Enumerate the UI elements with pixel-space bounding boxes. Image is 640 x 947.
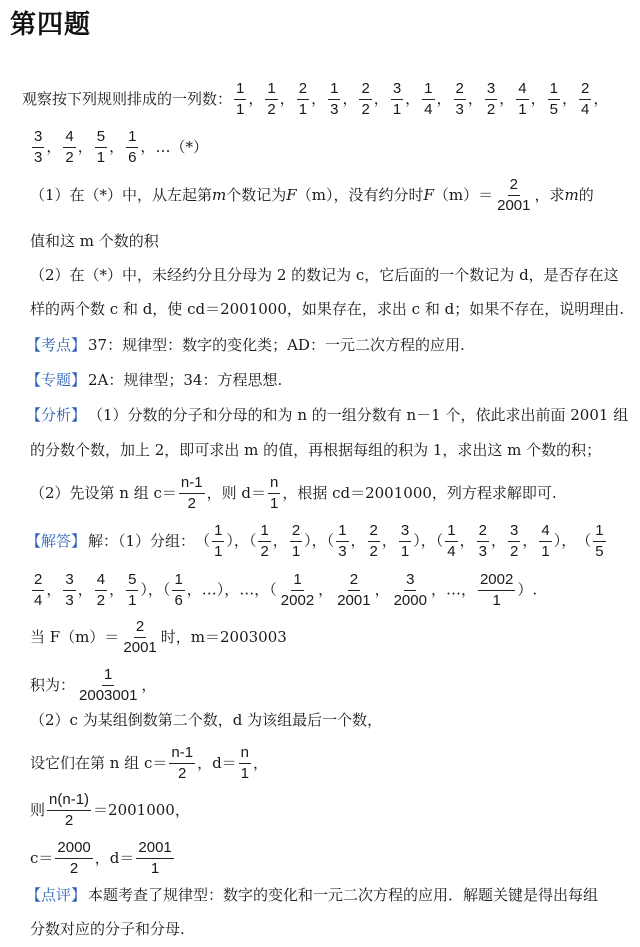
q1-text-c: （m），没有约分时 <box>296 185 424 204</box>
question-2-line-2: 样的两个数 c 和 d，使 cd＝2001000，如果存在，求出 c 和 d；如果不存在，说明理由. <box>30 299 624 318</box>
p2-set-b: ，d＝ <box>197 753 237 772</box>
zhuanti-line <box>26 365 282 395</box>
sequence-fraction: $\frac{1}{5}$ <box>549 79 558 118</box>
q1-text-d: （m）＝ <box>433 185 494 204</box>
jieda-line-2 <box>30 570 538 609</box>
p2-ze-fraction: $\frac{n(n-1)}{2}$ <box>49 790 90 829</box>
p2-c-fraction: $\frac{2000}{2}$ <box>57 838 91 877</box>
fenxi-tag: 【分析】 <box>26 405 87 424</box>
sequence-fraction: $\frac{2}{1}$ <box>298 79 308 118</box>
dang-a: 当 F（m）＝ <box>30 627 120 646</box>
sequence-row-1: $\frac{1}{1}$ ， $\frac{1}{2}$ ， $\frac{2}{1}$ ， $\frac{1}{3}$ ， $\frac{2}{2}$ ， $\frac{3}{1}$ ， $\frac{1}{4}$ ， $\frac{2}{3}$ ， $\frac{3}{2}$ ， $\frac{4}{1}$ ， $\frac{1}{5}$ ， $\frac{2}{4}$ ， <box>236 79 609 118</box>
sequence-fraction: $\frac{5}{1}$ <box>96 127 106 166</box>
group-5-first-frac: $\frac{1}{5}$ <box>595 521 604 560</box>
fenxi-l3-b: ，则 d＝ <box>206 483 266 502</box>
group-fraction: $\frac{3}{1}$ <box>400 521 410 560</box>
p2-c-b: ，d＝ <box>94 848 135 867</box>
sequence-fraction: $\frac{3}{1}$ <box>392 79 402 118</box>
q1-var-m-2: m <box>564 185 579 204</box>
q1-var-m: m <box>212 185 227 204</box>
fenxi-frac-c: $\frac{n-1}{2}$ <box>180 473 203 512</box>
p2-ze-b: ＝2001000， <box>93 800 190 819</box>
groups-row-2: $\frac{2}{4}$ ， $\frac{3}{3}$ ， $\frac{4}{2}$ ， $\frac{5}{1}$ ），（ $\frac{1}{6}$ ，…），…，（ $\frac{1}{2002}$ ， $\frac{2}{2001}$ ， $\frac{3}{2000}$ ，…， $\frac{2002}{1}$ ）. <box>34 570 538 609</box>
jieda-p2-ze-line <box>30 790 190 829</box>
ji-b: ， <box>141 675 157 694</box>
groups-row-1: （ $\frac{1}{1}$ ），（ $\frac{1}{2}$ ， $\frac{2}{1}$ ），（ $\frac{1}{3}$ ， $\frac{2}{2}$ ， $\frac{3}{1}$ ），（ $\frac{1}{4}$ ， $\frac{2}{3}$ ， $\frac{3}{2}$ ， $\frac{4}{1}$ ）， <box>195 521 577 560</box>
jieda-p2-line1: （2）c 为某组倒数第二个数，d 为该组最后一个数， <box>30 710 383 729</box>
question-1-line-2: 值和这 m 个数的积 <box>30 231 159 250</box>
fenxi-l3-c: ，根据 cd＝2001000，列方程求解即可. <box>282 483 557 502</box>
zhuanti-text: 2A：规律型；34：方程思想. <box>88 370 283 389</box>
group-fraction: $\frac{5}{1}$ <box>128 570 137 609</box>
fenxi-frac-d: $\frac{n}{1}$ <box>269 473 279 512</box>
jieda-p2-set-line <box>30 743 269 782</box>
ji-fraction: $\frac{1}{2003001}$ <box>79 665 138 704</box>
p2-c-a: c＝ <box>30 848 54 867</box>
sequence-fraction: $\frac{2}{2}$ <box>361 79 370 118</box>
q1-text-a: （1）在（*）中，从左起第 <box>30 185 213 204</box>
question-2-line-1: （2）在（*）中，未经约分且分母为 2 的数记为 c，它后面的一个数记为 d，是否存在这 <box>30 265 619 284</box>
p2-set-frac-d: $\frac{n}{1}$ <box>240 743 250 782</box>
jieda-l1-a: 解：（1）分组： <box>88 531 196 550</box>
p2-ze-a: 则 <box>30 800 46 819</box>
fenxi-line-1 <box>26 400 628 430</box>
group-fraction: $\frac{2002}{1}$ <box>479 570 514 609</box>
dianping-text-1: 本题考查了规律型：数字的变化和一元二次方程的应用．解题关键是得出每组 <box>88 885 599 904</box>
sequence-fraction: $\frac{1}{1}$ <box>236 79 245 118</box>
sequence-tail: …（*） <box>155 137 208 156</box>
group-fraction: $\frac{2}{1}$ <box>291 521 301 560</box>
zhuanti-tag: 【专题】 <box>26 370 87 389</box>
jieda-line-1 <box>26 521 608 560</box>
page-title: 第四题 <box>10 10 92 40</box>
sequence-fraction: $\frac{1}{2}$ <box>267 79 276 118</box>
question-1-line <box>30 175 594 214</box>
dang-b: 时，m＝2003003 <box>160 627 287 646</box>
sequence-row-2-line <box>30 127 208 166</box>
problem-intro-line <box>22 79 609 118</box>
group-fraction: $\frac{3}{3}$ <box>65 570 74 609</box>
q1-text-b: 个数记为 <box>226 185 287 204</box>
group-fraction: $\frac{2}{2}$ <box>369 521 378 560</box>
q1-text-e: ，求 <box>534 185 565 204</box>
dianping-line-1 <box>26 880 598 910</box>
p2-set-c: ， <box>253 753 269 772</box>
sequence-fraction: $\frac{1}{4}$ <box>424 79 433 118</box>
q1-fraction: $\frac{2}{2001}$ <box>497 175 531 214</box>
jieda-dang-line <box>30 617 287 656</box>
group-fraction: $\frac{2}{4}$ <box>34 570 43 609</box>
group-fraction: $\frac{2}{3}$ <box>478 521 487 560</box>
group-fraction: $\frac{1}{2}$ <box>260 521 269 560</box>
dianping-line-2: 分数对应的分子和分母. <box>30 919 185 938</box>
kaodian-line <box>26 330 465 360</box>
group-fraction: $\frac{4}{2}$ <box>96 570 106 609</box>
fenxi-line-2: 的分数个数，加上 2，即可求出 m 的值，再根据每组的积为 1，求出这 m 个数的积； <box>30 440 602 459</box>
group-fraction: $\frac{1}{1}$ <box>214 521 223 560</box>
group-fraction: $\frac{1}{6}$ <box>174 570 183 609</box>
jieda-tag: 【解答】 <box>26 531 87 550</box>
q1-var-F-2: F <box>423 185 434 204</box>
q1-var-F: F <box>286 185 297 204</box>
group-fraction: $\frac{2}{2001}$ <box>337 570 371 609</box>
group-fraction: $\frac{1}{3}$ <box>338 521 347 560</box>
fenxi-line-3 <box>30 473 557 512</box>
sequence-fraction: $\frac{4}{1}$ <box>518 79 527 118</box>
fenxi-text-1: （1）分数的分子和分母的和为 n 的一组分数有 n－1 个，依此求出前面 2001 组 <box>88 405 629 424</box>
dianping-tag: 【点评】 <box>26 885 87 904</box>
problem-intro: 观察按下列规则排成的一列数： <box>22 89 233 108</box>
group-fraction: $\frac{3}{2}$ <box>510 521 519 560</box>
ji-a: 积为： <box>30 675 76 694</box>
kaodian-text: 37：规律型：数字的变化类；AD：一元二次方程的应用. <box>88 335 465 354</box>
group-fraction: $\frac{1}{2002}$ <box>280 570 315 609</box>
group-fraction: $\frac{4}{1}$ <box>541 521 550 560</box>
group-fraction: $\frac{3}{2000}$ <box>393 570 427 609</box>
sequence-fraction: $\frac{3}{2}$ <box>486 79 496 118</box>
p2-set-a: 设它们在第 n 组 c＝ <box>30 753 168 772</box>
jieda-ji-line <box>30 665 157 704</box>
q1-text-f: 的 <box>578 185 594 204</box>
sequence-fraction: $\frac{1}{6}$ <box>128 127 137 166</box>
jieda-p2-cd-line <box>30 838 176 877</box>
dang-fraction: $\frac{2}{2001}$ <box>123 617 157 656</box>
kaodian-tag: 【考点】 <box>26 335 87 354</box>
group-fraction: $\frac{1}{4}$ <box>447 521 456 560</box>
groups-row-1-tail: （ $\frac{1}{5}$ <box>576 521 604 560</box>
sequence-fraction: $\frac{4}{2}$ <box>65 127 74 166</box>
sequence-fraction: $\frac{1}{3}$ <box>330 79 339 118</box>
sequence-fraction: $\frac{2}{4}$ <box>580 79 590 118</box>
sequence-row-2: $\frac{3}{3}$ ， $\frac{4}{2}$ ， $\frac{5}{1}$ ， $\frac{1}{6}$ ， <box>34 127 156 166</box>
p2-d-fraction: $\frac{2001}{1}$ <box>138 838 172 877</box>
sequence-fraction: $\frac{2}{3}$ <box>455 79 464 118</box>
p2-set-frac-c: $\frac{n-1}{2}$ <box>171 743 194 782</box>
sequence-fraction: $\frac{3}{3}$ <box>34 127 43 166</box>
fenxi-l3-a: （2）先设第 n 组 c＝ <box>30 483 177 502</box>
